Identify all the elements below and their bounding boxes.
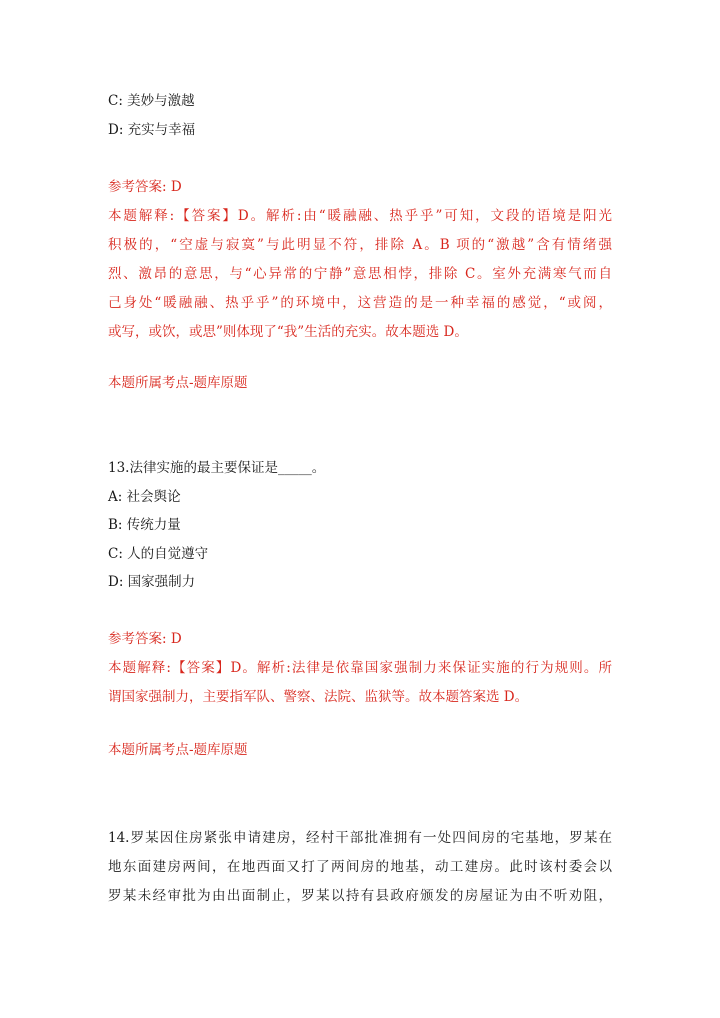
q14-question-line: 罗某未经审批为由出面制止，罗某以持有县政府颁发的房屋证为由不听劝阻， [108, 888, 612, 904]
q13-explanation [108, 654, 612, 712]
q13-option-b: B: 传统力量 [108, 517, 181, 533]
q12-explanation-line: 积极的，“空虚与寂寞”与此明显不符，排除 A。B 项的“激越”含有情绪强 [108, 237, 612, 253]
q13-source: 本题所属考点-题库原题 [108, 742, 248, 758]
q12-explanation [108, 202, 612, 347]
q12-explanation-line: 本题解释:【答案】D。解析:由“暖融融、热乎乎”可知，文段的语境是阳光 [108, 208, 612, 224]
q13-explanation-line: 本题解释:【答案】D。解析:法律是依靠国家强制力来保证实施的行为规则。所 [108, 660, 612, 676]
q12-explanation-line: 烈、激昂的意思，与“心异常的宁静”意思相悖，排除 C。室外充满寒气而自 [108, 266, 612, 282]
q13-explanation-line: 谓国家强制力，主要指军队、警察、法院、监狱等。故本题答案选 D。 [108, 689, 529, 705]
q13-answer: 参考答案: D [108, 631, 182, 647]
q14-question-line: 地东面建房两间，在地西面又打了两间房的地基，动工建房。此时该村委会以 [108, 859, 612, 875]
q12-explanation-line: 或写，或饮，或思”则体现了“我”生活的充实。故本题选 D。 [108, 324, 468, 340]
q12-explanation-line: 己身处“暖融融、热乎乎”的环境中，这营造的是一种幸福的感觉，“或阅， [108, 295, 612, 311]
q12-answer: 参考答案: D [108, 179, 182, 195]
q13-question: 13.法律实施的最主要保证是_____。 [108, 460, 326, 476]
q13-option-a: A: 社会舆论 [108, 489, 181, 505]
q13-option-d: D: 国家强制力 [108, 574, 196, 590]
q14-question [108, 824, 612, 911]
q14-question-line: 14.罗某因住房紧张申请建房，经村干部批准拥有一处四间房的宅基地，罗某在 [108, 830, 612, 846]
q12-source: 本题所属考点-题库原题 [108, 375, 248, 391]
q13-option-c: C: 人的自觉遵守 [108, 546, 209, 562]
q12-option-d: D: 充实与幸福 [108, 122, 196, 138]
q12-option-c: C: 美妙与激越 [108, 93, 195, 109]
